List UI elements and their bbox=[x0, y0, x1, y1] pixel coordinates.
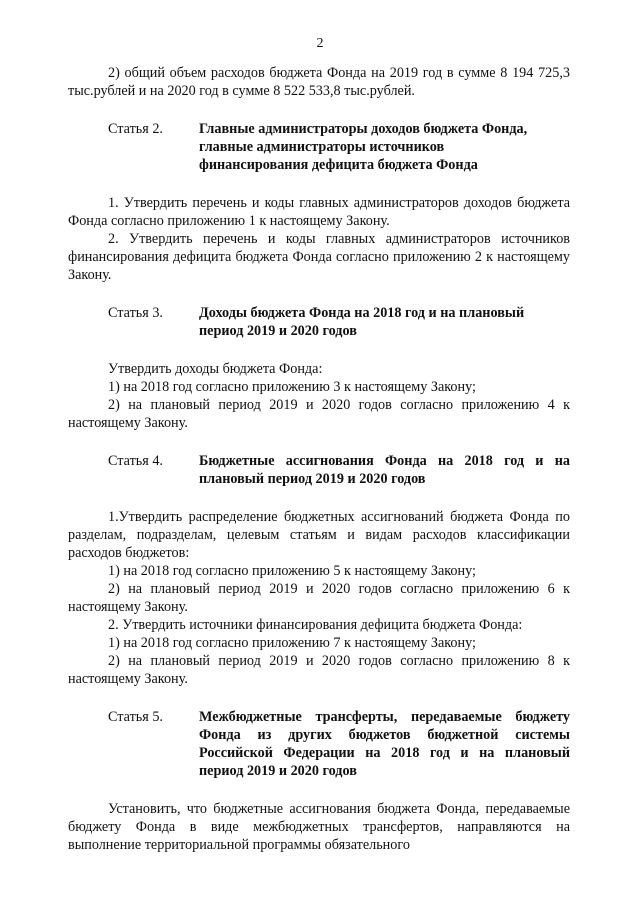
intro-paragraph: 2) общий объем расходов бюджета Фонда на 2019 год в сумме 8 194 725,3 тыс.рублей и на 2020 год в сумме 8 522 533,8 тыс.рублей. bbox=[68, 65, 570, 99]
article-title bbox=[199, 120, 570, 174]
article-5-heading bbox=[68, 708, 570, 780]
article-paragraph: 1) на 2018 год согласно приложению 7 к настоящему Закону; bbox=[108, 635, 476, 651]
page-number: 2 bbox=[316, 36, 324, 51]
article-title-line: Главные администраторы доходов бюджета Фонда, bbox=[199, 121, 528, 137]
article-paragraph: 2) на плановый период 2019 и 2020 годов согласно приложению 4 к настоящему Закону. bbox=[68, 397, 570, 431]
article-paragraph: 2. Утвердить перечень и коды главных администраторов источников финансирования дефицита бюджета Фонда согласно приложению 2 к настоящему Закону. bbox=[68, 231, 570, 283]
article-title-line: финансирования дефицита бюджета Фонда bbox=[199, 157, 478, 173]
article-label: Статья 4. bbox=[108, 453, 163, 469]
article-title-line: период 2019 и 2020 годов bbox=[199, 323, 357, 339]
document-body bbox=[68, 64, 570, 854]
article-title bbox=[199, 708, 570, 780]
article-label: Статья 2. bbox=[108, 121, 163, 137]
article-title-line: Доходы бюджета Фонда на 2018 год и на плановый bbox=[199, 305, 525, 321]
article-paragraph: 2) на плановый период 2019 и 2020 годов согласно приложению 6 к настоящему Закону. bbox=[68, 581, 570, 615]
article-title-line: Российской Федерации на 2018 год и на плановый bbox=[199, 745, 570, 761]
article-title-line: главные администраторы источников bbox=[199, 139, 445, 155]
article-paragraph: 1) на 2018 год согласно приложению 3 к настоящему Закону; bbox=[108, 379, 476, 395]
article-title bbox=[199, 452, 570, 488]
article-paragraph: Установить, что бюджетные ассигнования бюджета Фонда, передаваемые бюджету Фонда в виде межбюджетных трансфертов, направляются на выполнение территориальной программы обязательного bbox=[68, 801, 570, 853]
article-title bbox=[199, 304, 570, 340]
article-paragraph: 1) на 2018 год согласно приложению 5 к настоящему Закону; bbox=[108, 563, 476, 579]
article-title-line: плановый период 2019 и 2020 годов bbox=[199, 471, 426, 487]
article-2-heading bbox=[68, 120, 570, 174]
article-3-heading bbox=[68, 304, 570, 340]
article-4-heading bbox=[68, 452, 570, 488]
article-paragraph: 1.Утвердить распределение бюджетных ассигнований бюджета Фонда по разделам, подразделам, целевым статьям и видам расходов классификации расходов бюджетов: bbox=[68, 509, 570, 561]
article-title-line: период 2019 и 2020 годов bbox=[199, 763, 357, 779]
article-title-line: Фонда из других бюджетов бюджетной системы bbox=[199, 727, 570, 743]
article-paragraph: Утвердить доходы бюджета Фонда: bbox=[108, 361, 323, 377]
article-label: Статья 5. bbox=[108, 709, 163, 725]
article-title-line: Бюджетные ассигнования Фонда на 2018 год и на bbox=[199, 453, 570, 469]
article-label: Статья 3. bbox=[108, 305, 163, 321]
article-title-line: Межбюджетные трансферты, передаваемые бюджету bbox=[199, 709, 570, 725]
article-paragraph: 1. Утвердить перечень и коды главных администраторов доходов бюджета Фонда согласно приложению 1 к настоящему Закону. bbox=[68, 195, 570, 229]
article-paragraph: 2. Утвердить источники финансирования дефицита бюджета Фонда: bbox=[108, 617, 523, 633]
article-paragraph: 2) на плановый период 2019 и 2020 годов согласно приложению 8 к настоящему Закону. bbox=[68, 653, 570, 687]
